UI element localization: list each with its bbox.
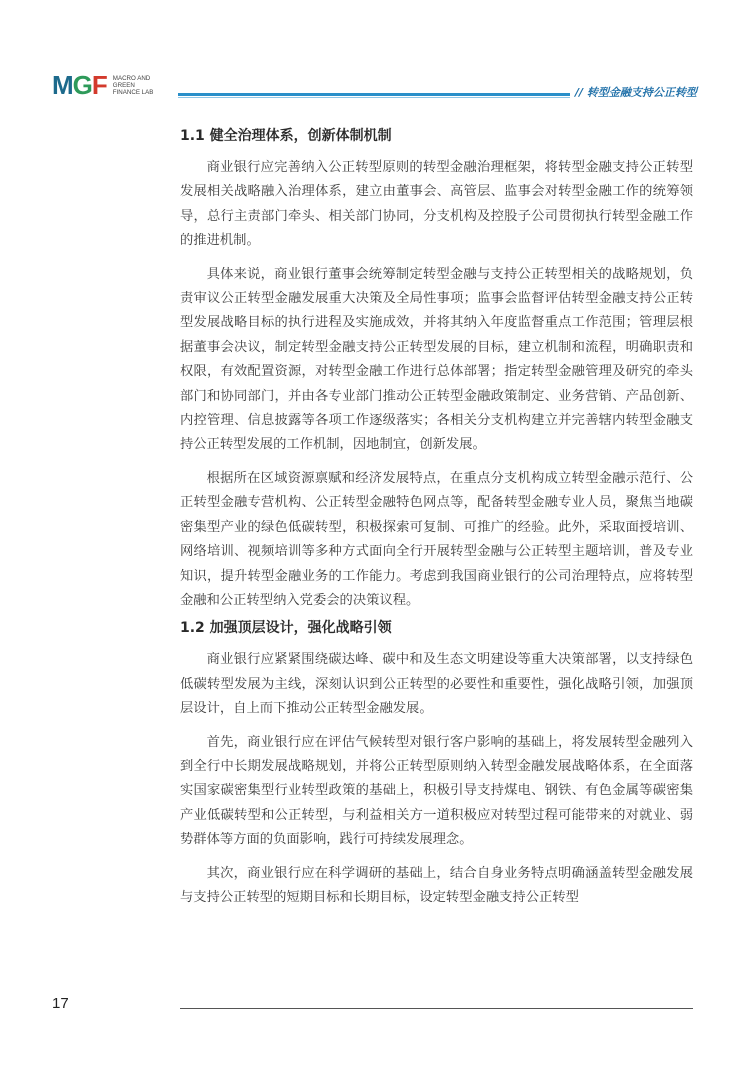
section-heading-1-1: 1.1 健全治理体系，创新体制机制 (180, 128, 392, 144)
running-header-title: // 转型金融支持公正转型 (575, 86, 697, 99)
paragraph: 根据所在区域资源禀赋和经济发展特点，在重点分支机构成立转型金融示范行、公正转型金融专营机构、公正转型金融特色网点等，配备转型金融专业人员，聚焦当地碳密集型产业的绿色低碳转型，积极探索可复制、可推广的经验。此外，采取面授培训、网络培训、视频培训等多种方式面向全行开展转型金融与公正转型主题培训，普及专业知识，提升转型金融业务的工作能力。考虑到我国商业银行的公司治理特点，应将转型金融和公正转型纳入党委会的决策议程。 (180, 470, 693, 608)
header-rule (178, 93, 570, 96)
logo-letter-g: G (72, 70, 92, 100)
paragraph: 首先，商业银行应在评估气候转型对银行客户影响的基础上，将发展转型金融列入到全行中长期发展战略规划，并将公正转型原则纳入转型金融发展战略体系，在全面落实国家碳密集型行业转型政策的基础上，积极引导支持煤电、钢铁、有色金属等碳密集产业低碳转型和公正转型，与利益相关方一道积极应对转型过程可能带来的对就业、弱势群体等方面的负面影响，践行可持续发展理念。 (180, 734, 693, 848)
paragraph: 其次，商业银行应在科学调研的基础上，结合自身业务特点明确涵盖转型金融发展与支持公正转型的短期目标和长期目标，设定转型金融支持公正转型 (180, 865, 693, 905)
section-heading-1-2: 1.2 加强顶层设计，强化战略引领 (180, 620, 392, 637)
logo-letter-f: F (91, 70, 107, 100)
header-rule-thin (178, 97, 570, 98)
mgf-logo (52, 72, 153, 98)
logo-line-2: GREEN (112, 81, 135, 89)
paragraph: 商业银行应完善纳入公正转型原则的转型金融治理框架，将转型金融支持公正转型发展相关战略融入治理体系，建立由董事会、高管层、监事会对转型金融工作的统筹领导，总行主责部门牵头、相关部门协同，分支机构及控股子公司贯彻执行转型金融工作的推进机制。 (180, 160, 693, 249)
logo-line-3: FINANCE LAB (112, 88, 154, 96)
logo-text (113, 75, 154, 96)
logo-letter-m: M (52, 70, 73, 100)
footer-rule (180, 1008, 693, 1009)
paragraph: 具体来说，商业银行董事会统筹制定转型金融与支持公正转型相关的战略规划，负责审议公正转型金融发展重大决策及全局性事项；监事会监督评估转型金融支持公正转型发展战略目标的执行进程及实施成效，并将其纳入年度监督重点工作范围；管理层根据董事会决议，制定转型金融支持公正转型发展的目标，建立机制和流程，明确职责和权限，有效配置资源，对转型金融工作进行总体部署；指定转型金融管理及研究的牵头部门和协同部门，并由各专业部门推动公正转型金融政策制定、业务营销、产品创新、内控管理、信息披露等各项工作逐级落实；各相关分支机构建立并完善辖内转型金融支持公正转型发展的工作机制，因地制宜，创新发展。 (180, 266, 693, 453)
logo-mark (52, 72, 107, 98)
logo-line-1: MACRO AND (112, 74, 151, 82)
page-number: 17 (52, 995, 69, 1012)
paragraph: 商业银行应紧紧围绕碳达峰、碳中和及生态文明建设等重大决策部署，以支持绿色低碳转型发展为主线，深刻认识到公正转型的必要性和重要性，强化战略引领，加强顶层设计，自上而下推动公正转型金融发展。 (180, 652, 693, 717)
main-content (180, 125, 693, 910)
